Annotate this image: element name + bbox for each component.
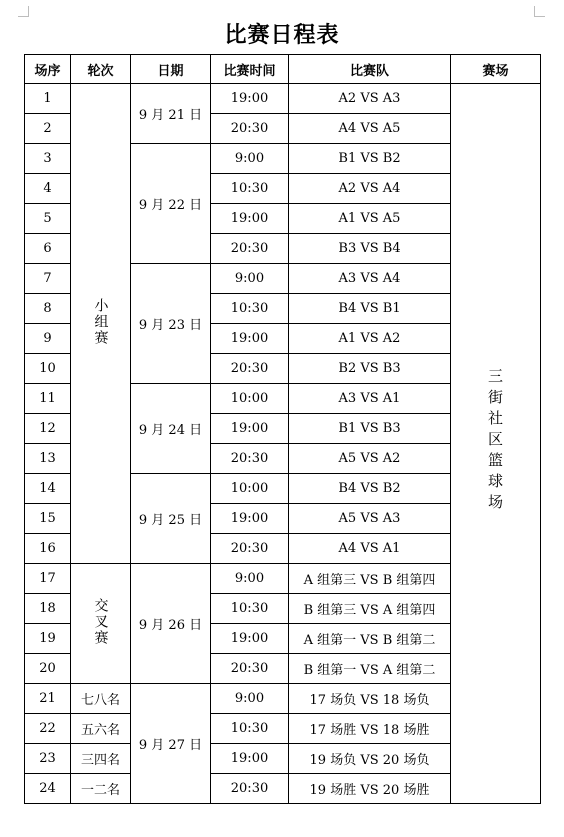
round-group-stage: [71, 84, 131, 564]
game-teams: 17 场胜 VS 18 场胜: [289, 714, 451, 744]
game-teams: A5 VS A3: [289, 504, 451, 534]
game-no: 24: [25, 774, 71, 804]
game-time: 19:00: [211, 324, 289, 354]
game-teams: 17 场负 VS 18 场负: [289, 684, 451, 714]
venue-cell: [451, 84, 541, 804]
table-row: [25, 84, 541, 114]
game-teams: A5 VS A2: [289, 444, 451, 474]
game-time: 9:00: [211, 144, 289, 174]
header-time: 比赛时间: [211, 55, 289, 84]
game-teams: A 组第一 VS B 组第二: [289, 624, 451, 654]
game-no: 14: [25, 474, 71, 504]
date-cell: 9 月 22 日: [131, 144, 211, 264]
game-no: 6: [25, 234, 71, 264]
date-cell: 9 月 21 日: [131, 84, 211, 144]
game-time: 20:30: [211, 354, 289, 384]
game-time: 10:00: [211, 384, 289, 414]
date-cell: 9 月 27 日: [131, 684, 211, 804]
round-label: 交叉赛: [92, 597, 109, 646]
game-no: 1: [25, 84, 71, 114]
round-rank-3-4: 三四名: [71, 744, 131, 774]
game-teams: 19 场胜 VS 20 场胜: [289, 774, 451, 804]
game-time: 20:30: [211, 774, 289, 804]
page-corner-mark-right: [534, 6, 545, 17]
game-time: 9:00: [211, 684, 289, 714]
game-time: 20:30: [211, 114, 289, 144]
game-time: 20:30: [211, 654, 289, 684]
game-no: 9: [25, 324, 71, 354]
game-teams: A1 VS A5: [289, 204, 451, 234]
game-teams: B 组第三 VS A 组第四: [289, 594, 451, 624]
game-teams: B1 VS B3: [289, 414, 451, 444]
game-time: 9:00: [211, 264, 289, 294]
game-teams: 19 场负 VS 20 场负: [289, 744, 451, 774]
game-no: 3: [25, 144, 71, 174]
game-time: 10:30: [211, 714, 289, 744]
game-no: 4: [25, 174, 71, 204]
game-no: 15: [25, 504, 71, 534]
game-teams: A2 VS A3: [289, 84, 451, 114]
header-game-no: 场序: [25, 55, 71, 84]
game-no: 21: [25, 684, 71, 714]
game-teams: A2 VS A4: [289, 174, 451, 204]
game-teams: A3 VS A1: [289, 384, 451, 414]
round-label: 小组赛: [92, 297, 109, 346]
round-cross-stage: [71, 564, 131, 684]
game-no: 17: [25, 564, 71, 594]
game-no: 19: [25, 624, 71, 654]
page-title: 比赛日程表: [224, 23, 340, 48]
date-cell: 9 月 24 日: [131, 384, 211, 474]
game-no: 5: [25, 204, 71, 234]
game-no: 12: [25, 414, 71, 444]
game-teams: B4 VS B1: [289, 294, 451, 324]
game-time: 10:30: [211, 294, 289, 324]
header-round: 轮次: [71, 55, 131, 84]
game-time: 19:00: [211, 624, 289, 654]
round-rank-7-8: 七八名: [71, 684, 131, 714]
header-date: 日期: [131, 55, 211, 84]
game-teams: A3 VS A4: [289, 264, 451, 294]
game-time: 19:00: [211, 744, 289, 774]
game-no: 23: [25, 744, 71, 774]
game-time: 19:00: [211, 204, 289, 234]
game-no: 10: [25, 354, 71, 384]
game-no: 7: [25, 264, 71, 294]
game-time: 19:00: [211, 414, 289, 444]
header-row: [25, 55, 541, 84]
game-teams: B2 VS B3: [289, 354, 451, 384]
game-no: 22: [25, 714, 71, 744]
game-teams: A4 VS A1: [289, 534, 451, 564]
game-teams: B4 VS B2: [289, 474, 451, 504]
game-no: 18: [25, 594, 71, 624]
game-time: 19:00: [211, 504, 289, 534]
game-time: 10:30: [211, 174, 289, 204]
round-rank-1-2: 一二名: [71, 774, 131, 804]
game-no: 13: [25, 444, 71, 474]
date-cell: 9 月 26 日: [131, 564, 211, 684]
game-no: 16: [25, 534, 71, 564]
game-time: 20:30: [211, 444, 289, 474]
page-corner-mark-left: [18, 6, 29, 17]
venue-label: 三街社区篮球场: [486, 368, 504, 515]
game-time: 19:00: [211, 84, 289, 114]
game-teams: A 组第三 VS B 组第四: [289, 564, 451, 594]
game-time: 10:30: [211, 594, 289, 624]
game-teams: A4 VS A5: [289, 114, 451, 144]
schedule-table: [24, 54, 541, 804]
game-no: 8: [25, 294, 71, 324]
round-rank-5-6: 五六名: [71, 714, 131, 744]
game-no: 11: [25, 384, 71, 414]
game-time: 10:00: [211, 474, 289, 504]
game-time: 20:30: [211, 534, 289, 564]
game-teams: A1 VS A2: [289, 324, 451, 354]
game-teams: B1 VS B2: [289, 144, 451, 174]
game-time: 9:00: [211, 564, 289, 594]
game-time: 20:30: [211, 234, 289, 264]
date-cell: 9 月 23 日: [131, 264, 211, 384]
game-teams: B3 VS B4: [289, 234, 451, 264]
header-venue: 赛场: [451, 55, 541, 84]
game-teams: B 组第一 VS A 组第二: [289, 654, 451, 684]
date-cell: 9 月 25 日: [131, 474, 211, 564]
header-teams: 比赛队: [289, 55, 451, 84]
game-no: 20: [25, 654, 71, 684]
game-no: 2: [25, 114, 71, 144]
